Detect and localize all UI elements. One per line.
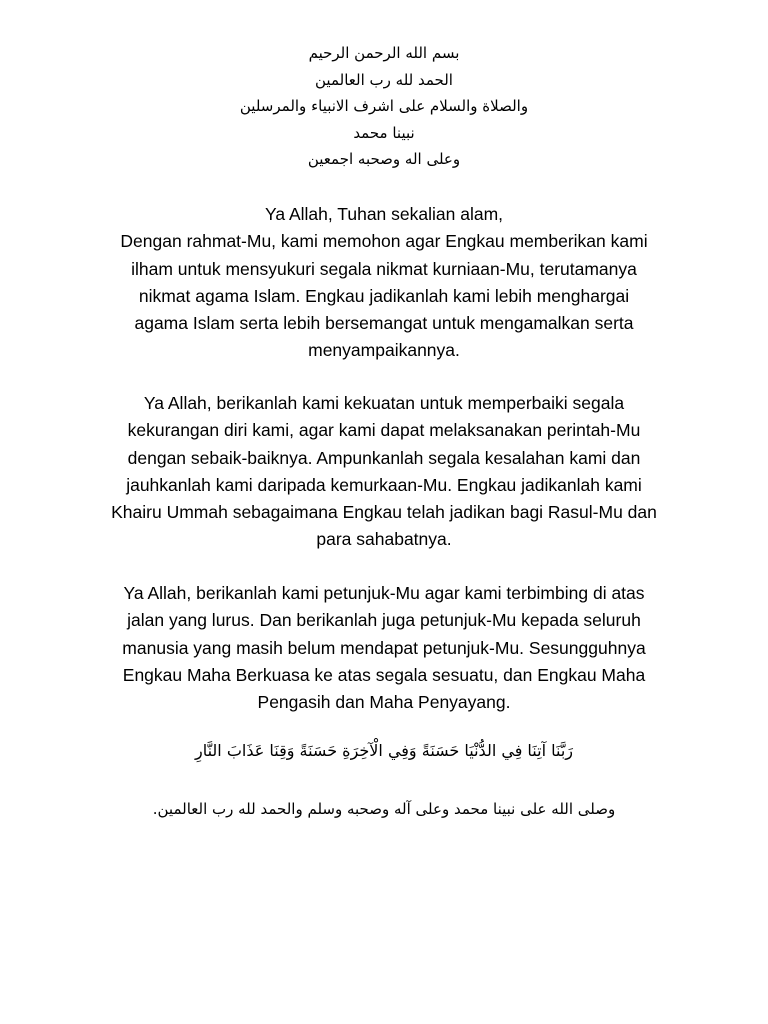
arabic-line-hamdalah: الحمد لله رب العالمين bbox=[315, 70, 453, 89]
prayer-paragraph-2 bbox=[84, 390, 684, 554]
paragraph-line: agama Islam serta lebih bersemangat untuk mengamalkan serta bbox=[134, 313, 634, 334]
arabic-line-companions: وعلى اله وصحبه اجمعين bbox=[307, 150, 461, 168]
prayer-paragraph-1 bbox=[84, 201, 684, 365]
paragraph-line: ilham untuk mensyukuri segala nikmat kurniaan-Mu, terutamanya bbox=[131, 258, 637, 279]
paragraph-line: para sahabatnya. bbox=[316, 529, 452, 550]
paragraph-line: manusia yang masih belum mendapat petunjuk-Mu. Sesungguhnya bbox=[122, 637, 646, 658]
paragraph-line: kekurangan diri kami, agar kami dapat melaksanakan perintah-Mu bbox=[127, 420, 641, 441]
arabic-doa-verse: رَبَّنَا آتِنَا فِي الدُّنْيَا حَسَنَةً وَفِي الْآخِرَةِ حَسَنَةً وَقِنَا عَذَابَ النَّارِ bbox=[194, 741, 573, 760]
arabic-line-basmalah: بسم الله الرحمن الرحيم bbox=[308, 44, 460, 62]
paragraph-line: Ya Allah, Tuhan sekalian alam, bbox=[264, 204, 504, 224]
paragraph-line: Ya Allah, berikanlah kami petunjuk-Mu agar kami terbimbing di atas bbox=[123, 583, 645, 603]
paragraph-line: Ya Allah, berikanlah kami kekuatan untuk memperbaiki segala bbox=[143, 393, 625, 413]
paragraph-line: Engkau Maha Berkuasa ke atas segala sesuatu, dan Engkau Maha bbox=[122, 664, 646, 685]
arabic-line-prophet: نبينا محمد bbox=[353, 123, 415, 142]
paragraph-line: dengan sebaik-baiknya. Ampunkanlah segala kesalahan kami dan bbox=[127, 447, 641, 468]
paragraph-line: nikmat agama Islam. Engkau jadikanlah kami lebih menghargai bbox=[138, 285, 630, 306]
arabic-opening bbox=[0, 40, 768, 173]
prayer-paragraph-3 bbox=[84, 580, 684, 716]
paragraph-line: Dengan rahmat-Mu, kami memohon agar Engkau memberikan kami bbox=[120, 231, 648, 252]
arabic-line-salawat: والصلاة والسلام على اشرف الانبياء والمرسلين bbox=[239, 97, 529, 115]
paragraph-line: menyampaikannya. bbox=[308, 340, 460, 361]
paragraph-line: jauhkanlah kami daripada kemurkaan-Mu. Engkau jadikanlah kami bbox=[126, 474, 642, 495]
paragraph-line: jalan yang lurus. Dan berikanlah juga petunjuk-Mu kepada seluruh bbox=[127, 610, 641, 631]
paragraph-line: Khairu Ummah sebagaimana Engkau telah jadikan bagi Rasul-Mu dan bbox=[111, 502, 657, 523]
paragraph-line: Pengasih dan Maha Penyayang. bbox=[257, 692, 511, 713]
arabic-closing: وصلى الله على نبينا محمد وعلى آله وصحبه وسلم والحمد لله رب العالمين. bbox=[152, 800, 616, 818]
